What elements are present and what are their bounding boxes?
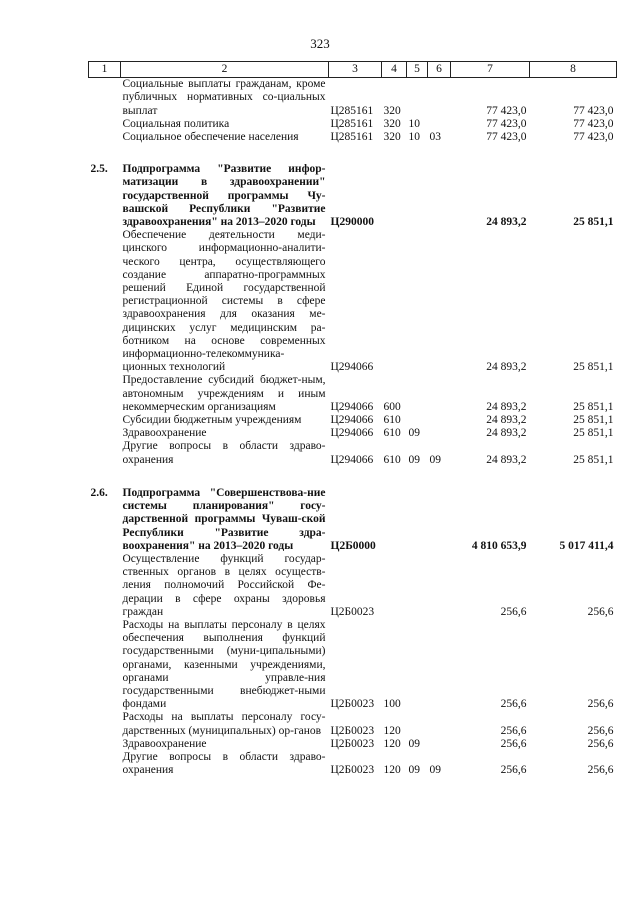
- amount-year-2: 25 851,1: [573, 400, 614, 413]
- amount-year-2: 77 423,0: [573, 117, 614, 130]
- header-cell: 2: [121, 62, 329, 78]
- target-code: Ц294066: [330, 414, 374, 427]
- subsection: 09: [429, 764, 441, 777]
- section: [407, 229, 428, 374]
- subsection: [428, 163, 451, 229]
- target-code: Ц285161: [330, 104, 374, 117]
- section: [407, 163, 428, 229]
- subsection: [428, 374, 451, 414]
- item-name: Обеспечение деятельности меди-цинского информационно-аналити-ческого центра, осуществляющего создание аппаратно-программных решений Единой государственной регистрационной системы в сфере здравоохранения для оказания ме-дицинских услуг медицинским ра-ботником на основе современных информационно-телекоммуника-ционных технологий: [122, 229, 326, 374]
- table-row: [89, 711, 617, 737]
- amount-year-2: 25 851,1: [573, 453, 614, 466]
- row-number: [89, 78, 121, 118]
- row-number: [89, 131, 121, 144]
- expense-type: [382, 487, 407, 553]
- row-number: [89, 751, 121, 777]
- target-code: Ц294066: [330, 427, 374, 440]
- amount-year-1: 24 893,2: [486, 361, 527, 374]
- subsection: [428, 229, 451, 374]
- header-cell: 4: [382, 62, 407, 78]
- amount-year-2: 256,6: [587, 764, 614, 777]
- expense-type: [382, 229, 407, 374]
- amount-year-2: 25 851,1: [573, 361, 614, 374]
- row-number: [89, 553, 121, 619]
- spacer-row: [89, 144, 617, 163]
- amount-year-2: 77 423,0: [573, 104, 614, 117]
- item-name: Подпрограмма "Развитие инфор-матизации в здравоохранении" государственной программы Чу-вашской Республики "Развитие здравоохранения" на 2013–2020 годы: [122, 163, 326, 229]
- row-number: [89, 619, 121, 711]
- item-name: Расходы на выплаты персоналу госу-дарственных (муниципальных) ор-ганов: [122, 711, 326, 737]
- table-row: [89, 78, 617, 118]
- target-code: Ц285161: [330, 131, 374, 144]
- amount-year-1: 256,6: [500, 605, 527, 618]
- amount-year-1: 256,6: [500, 737, 527, 750]
- section: 09: [408, 427, 420, 440]
- row-number: [89, 427, 121, 440]
- subsection: [428, 414, 451, 427]
- header-cell: 6: [428, 62, 451, 78]
- section: 10: [408, 117, 420, 130]
- expense-type: [382, 553, 407, 619]
- section: [407, 553, 428, 619]
- amount-year-1: 77 423,0: [486, 131, 527, 144]
- amount-year-2: 5 017 411,4: [559, 539, 614, 552]
- row-number: [89, 229, 121, 374]
- table-row: [89, 118, 617, 131]
- row-number: [89, 711, 121, 737]
- row-number: [89, 440, 121, 466]
- amount-year-2: 256,6: [587, 724, 614, 737]
- row-number: [89, 118, 121, 131]
- header-cell: 3: [329, 62, 382, 78]
- page-number: 323: [310, 36, 330, 51]
- budget-table: [88, 61, 617, 777]
- subsection: [428, 711, 451, 737]
- target-code: Ц294066: [330, 361, 374, 374]
- spacer-row: [89, 467, 617, 487]
- subsection: 09: [429, 453, 441, 466]
- target-code: Ц2Б0000: [330, 539, 376, 552]
- target-code: Ц290000: [330, 216, 374, 229]
- amount-year-2: 25 851,1: [573, 216, 614, 229]
- item-name: Другие вопросы в области здраво-охранения: [122, 750, 326, 777]
- header-cell: 5: [407, 62, 428, 78]
- expense-type: [382, 163, 407, 229]
- section: 09: [408, 764, 420, 777]
- amount-year-1: 24 893,2: [486, 400, 527, 413]
- section: [407, 711, 428, 737]
- item-name: Социальные выплаты гражданам, кроме публичных нормативных со-циальных выплат: [122, 78, 326, 117]
- target-code: Ц2Б0023: [330, 737, 375, 750]
- row-number: [89, 374, 121, 414]
- table-row: [89, 131, 617, 144]
- header-cell: 7: [451, 62, 530, 78]
- item-name: Предоставление субсидий бюджет-ным, автономным учреждениям и иным некоммерческим организациям: [122, 374, 326, 413]
- section: [407, 619, 428, 711]
- amount-year-2: 25 851,1: [573, 427, 614, 440]
- section: [407, 414, 428, 427]
- amount-year-1: 24 893,2: [486, 453, 527, 466]
- subsection: [428, 487, 451, 553]
- amount-year-1: 256,6: [500, 764, 527, 777]
- table-row: [89, 487, 617, 553]
- section: 09: [408, 453, 420, 466]
- amount-year-1: 4 810 653,9: [471, 539, 527, 552]
- item-name: Субсидии бюджетным учреждениям: [122, 414, 302, 427]
- subsection: 03: [429, 131, 441, 144]
- amount-year-2: 256,6: [587, 737, 614, 750]
- target-code: Ц2Б0023: [330, 724, 375, 737]
- table-row: [89, 751, 617, 777]
- amount-year-2: 77 423,0: [573, 131, 614, 144]
- subsection: [428, 553, 451, 619]
- amount-year-1: 24 893,2: [486, 414, 527, 427]
- subsection: [428, 738, 451, 751]
- row-number: [89, 414, 121, 427]
- section: [407, 374, 428, 414]
- target-code: Ц294066: [330, 400, 374, 413]
- target-code: Ц2Б0023: [330, 605, 375, 618]
- expense-type: 610: [383, 414, 401, 427]
- item-name: Подпрограмма "Совершенствова-ние системы планирования" госу-дарственной программы Чуваш-ской Республики "Развитие здра-воохранения" на 2013–2020 годы: [122, 486, 326, 552]
- target-code: Ц294066: [330, 453, 374, 466]
- expense-type: 320: [383, 104, 401, 117]
- expense-type: 610: [383, 427, 401, 440]
- item-name: Социальная политика: [122, 117, 230, 130]
- table-row: [89, 553, 617, 619]
- item-name: Здравоохранение: [122, 427, 207, 440]
- table-row: [89, 374, 617, 414]
- section: [407, 487, 428, 553]
- section: [407, 78, 428, 118]
- table-row: [89, 440, 617, 466]
- subsection: [428, 118, 451, 131]
- row-number: 2.6.: [90, 486, 108, 499]
- amount-year-2: 25 851,1: [573, 414, 614, 427]
- amount-year-1: 256,6: [500, 698, 527, 711]
- section: 10: [408, 131, 420, 144]
- item-name: Социальное обеспечение населения: [122, 131, 299, 144]
- table-row: [89, 738, 617, 751]
- expense-type: 320: [383, 117, 401, 130]
- row-number: 2.5.: [90, 163, 108, 176]
- expense-type: 610: [383, 453, 401, 466]
- amount-year-2: 256,6: [587, 605, 614, 618]
- table-row: [89, 414, 617, 427]
- expense-type: 600: [383, 400, 401, 413]
- table-row: [89, 427, 617, 440]
- expense-type: 120: [383, 724, 401, 737]
- item-name: Другие вопросы в области здраво-охранения: [122, 440, 326, 466]
- amount-year-1: 256,6: [500, 724, 527, 737]
- amount-year-1: 24 893,2: [486, 427, 527, 440]
- row-number: [89, 738, 121, 751]
- target-code: Ц2Б0023: [330, 698, 375, 711]
- subsection: [428, 427, 451, 440]
- subsection: [428, 78, 451, 118]
- expense-type: 120: [383, 737, 401, 750]
- table-row: [89, 229, 617, 374]
- table-row: [89, 163, 617, 229]
- header-cell: 8: [530, 62, 617, 78]
- subsection: [428, 619, 451, 711]
- item-name: Расходы на выплаты персоналу в целях обеспечения выполнения функций государственными (муни-ципальными) органами, казенными учреждениями, органами управле-ния государственными внебюджет-ными фондами: [122, 618, 326, 711]
- expense-type: 100: [383, 698, 401, 711]
- expense-type: 320: [383, 131, 401, 144]
- target-code: Ц2Б0023: [330, 764, 375, 777]
- header-row: [89, 62, 617, 78]
- amount-year-2: 256,6: [587, 698, 614, 711]
- amount-year-1: 24 893,2: [486, 216, 527, 229]
- table-row: [89, 619, 617, 711]
- item-name: Здравоохранение: [122, 737, 207, 750]
- amount-year-1: 77 423,0: [486, 117, 527, 130]
- target-code: Ц285161: [330, 117, 374, 130]
- amount-year-1: 77 423,0: [486, 104, 527, 117]
- header-cell: 1: [89, 62, 121, 78]
- expense-type: 120: [383, 764, 401, 777]
- item-name: Осуществление функций государ-ственных органов в целях осуществ-ления полномочий Российской Фе-дерации в сфере охраны здоровья граждан: [122, 552, 326, 618]
- section: 09: [408, 737, 420, 750]
